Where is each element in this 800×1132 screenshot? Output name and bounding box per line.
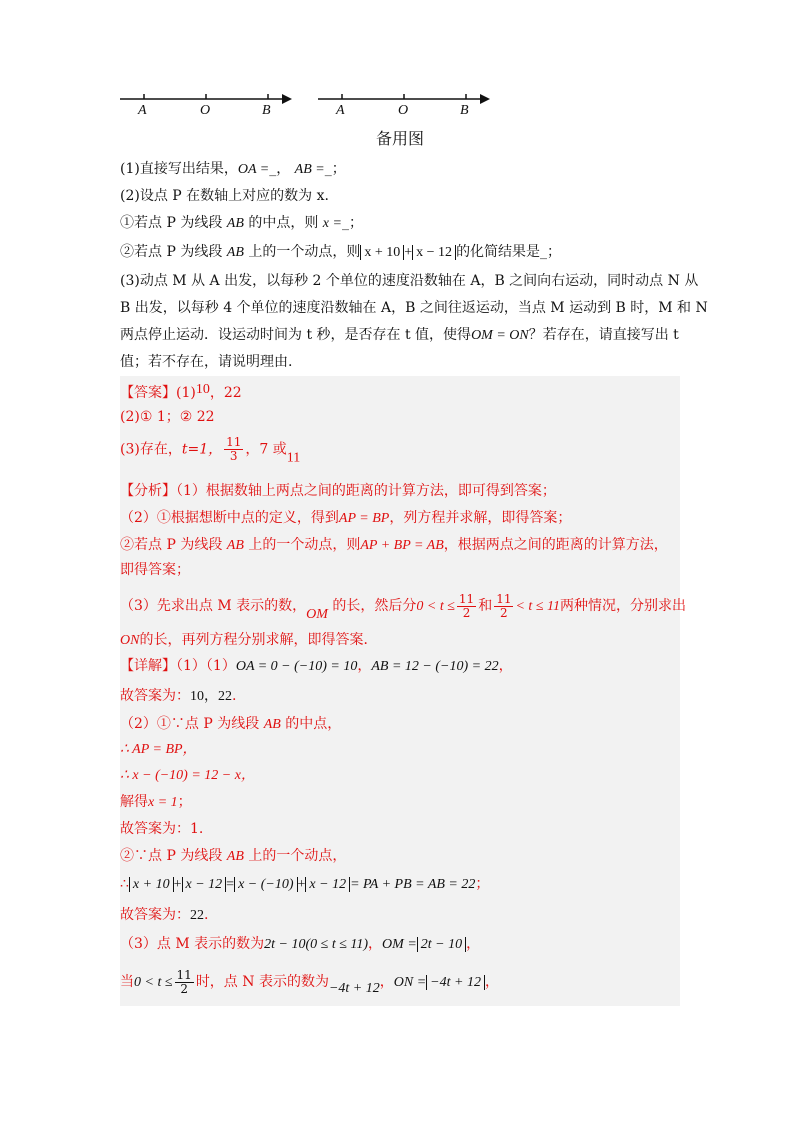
question-part3-line2: B 出发，以每秒 4 个单位的速度沿数轴在 A，B 之间往返运动，当点 M 运动到 B 时，M 和 N — [120, 300, 708, 316]
detail-line6: 解得x = 1； — [120, 794, 192, 810]
question-part2: (2)设点 P 在数轴上对应的数为 x. — [120, 188, 329, 204]
number-lines-figure — [110, 85, 500, 125]
analysis-line6: ON的长，再列方程分别求解，即得答案． — [120, 632, 378, 648]
analysis-line3: ②若点 P 为线段 AB 上的一个动点，则AP + BP = AB，根据两点之间的距离的计算方法， — [120, 537, 668, 553]
axis2-label-b: B — [460, 103, 469, 118]
question-part1: (1)直接写出结果，OA =_， AB =_； — [120, 161, 346, 177]
detail-line7: 故答案为：1. — [120, 821, 204, 837]
question-part3-line3: 两点停止运动．设运动时间为 t 秒，是否存在 t 值，使得OM = ON？若存在，请直接写出 t — [120, 327, 679, 343]
analysis-line2: （2）①根据想断中点的定义，得到AP = BP，列方程并求解，即得答案； — [120, 510, 572, 526]
detail-line1: 【详解】（1）（1）OA = 0 − (−10) = 10，AB = 12 − (−10) = 22， — [120, 658, 513, 674]
detail-line9: ∴ x + 10 + x − 12 = x − (−10) + x − 12 = PA + PB = AB = 22； — [120, 876, 490, 892]
detail-line10: 故答案为：22. — [120, 907, 209, 923]
axis2-label-o: O — [398, 103, 409, 118]
figure-caption: 备用图 — [376, 129, 425, 148]
analysis-fraction-1: $\frac{11}{2}$ — [458, 591, 475, 620]
axis1-label-b: B — [262, 103, 271, 118]
answer-line1: 【答案】(1)10，22 — [120, 382, 242, 401]
detail-line5: ∴ x − (−10) = 12 − x， — [120, 768, 255, 783]
analysis-line4: 即得答案； — [120, 562, 190, 578]
detail-line12: 当0 < t ≤ $\frac{11}{2}$ 时，点 N 表示的数为−4t + 12，ON = −4t + 12 ， — [120, 967, 499, 996]
answer-line2: (2)① 1；② 22 — [120, 409, 215, 425]
axis1-label-o: O — [200, 103, 211, 118]
answer-fraction: $\frac{11}{3}$ — [226, 435, 242, 463]
axis1-label-a: A — [138, 103, 147, 118]
detail-line3: （2）①∵点 P 为线段 AB 的中点， — [120, 716, 342, 732]
analysis-fraction-2: $\frac{11}{2}$ — [496, 591, 512, 620]
analysis-line5: （3）先求出点 M 表示的数，OM 的长，然后分0 < t ≤ $\frac{11}{2}$ 和 $\frac{11}{2}$ < t ≤ 11两种情况，分别求出 — [120, 591, 686, 622]
detail-line8: ②∵点 P 为线段 AB 上的一个动点， — [120, 848, 347, 864]
detail-line2: 故答案为：10，22. — [120, 688, 237, 704]
analysis-line1: 【分析】（1）根据数轴上两点之间的距离的计算方法，即可得到答案； — [120, 483, 556, 499]
detail-fraction: $\frac{11}{2}$ — [176, 967, 192, 996]
question-part3-line4: 值；若不存在，请说明理由. — [120, 354, 293, 370]
axis2-label-a: A — [336, 103, 345, 118]
detail-line4: ∴ AP = BP， — [120, 742, 197, 757]
question-part2a: ①若点 P 为线段 AB 的中点，则 x =_； — [120, 215, 363, 231]
answer-line3: (3)存在，t=1， $\frac{11}{3}$ ，7 或11 — [120, 435, 301, 466]
question-part3-line1: (3)动点 M 从 A 出发，以每秒 2 个单位的速度沿数轴在 A，B 之间向右运动，同时动点 N 从 — [120, 273, 699, 289]
question-part2b: ②若点 P 为线段 AB 上的一个动点，则 x + 10 + x − 12 的化简结果是_； — [120, 244, 562, 260]
detail-line11: （3）点 M 表示的数为2t − 10(0 ≤ t ≤ 11)，OM = 2t − 10 ， — [120, 936, 481, 952]
